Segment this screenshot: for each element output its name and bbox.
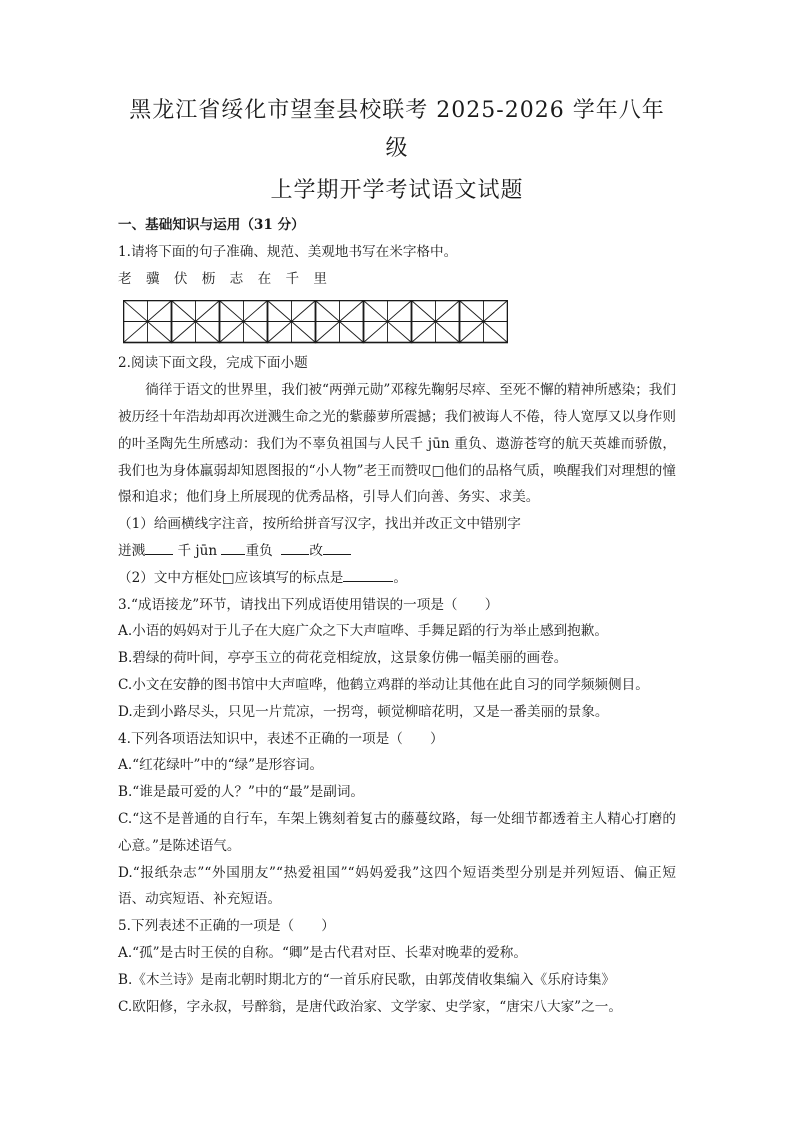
q1-prompt: 1.请将下面的句子准确、规范、美观地书写在米字格中。 (118, 243, 458, 260)
answer-blank-4[interactable] (323, 542, 351, 555)
mizi-cell[interactable] (124, 301, 172, 343)
q2-sub1: （1）给画横线字注音，按所给拼音写汉字，找出并改正文中错别字 (118, 516, 521, 533)
fill-word-1: 迸溅 (118, 542, 146, 559)
mizi-cell[interactable] (364, 301, 412, 343)
mizi-cell[interactable] (220, 301, 268, 343)
q4-prompt: 4.下列各项语法知识中，表述不正确的一项是（ ） (118, 730, 444, 747)
answer-blank-1[interactable] (145, 542, 173, 555)
q4-option-d[interactable]: D.“报纸杂志”“外国朋友”“热爱祖国”“妈妈爱我”这四个短语类型分别是并列短语、偏正短语、动宾短语、补充短语。 (118, 864, 676, 908)
q2-prompt: 2.阅读下面文段，完成下面小题 (118, 355, 308, 372)
fill-word-3: 重负 (245, 542, 273, 559)
q3-option-b[interactable]: B.碧绿的荷叶间，亭亭玉立的荷花竞相绽放，这景象仿佛一幅美丽的画卷。 (118, 650, 568, 667)
q3-option-c[interactable]: C.小文在安静的图书馆中大声喧哗，他鹤立鸡群的举动让其他在此自习的同学频频侧目。 (118, 676, 649, 693)
answer-blank-3[interactable] (281, 542, 309, 555)
q4-option-c[interactable]: C.“这不是普通的自行车，车架上镌刻着复古的藤蔓纹路，每一处细节都透着主人精心打磨的心意。”是陈述语气。 (118, 810, 676, 854)
answer-blank-5[interactable] (343, 569, 393, 582)
mizi-cell[interactable] (268, 301, 316, 343)
q5-option-c[interactable]: C.欧阳修，字永叔，号醉翁，是唐代政治家、文学家、史学家，“唐宋八大家”之一。 (118, 998, 622, 1015)
exam-title-line1: 黑龙江省绥化市望奎县校联考 2025-2026 学年八年级 (129, 98, 665, 161)
answer-blank-2[interactable] (221, 542, 245, 555)
q3-option-a[interactable]: A.小语的妈妈对于儿子在大庭广众之下大声喧哗、手舞足蹈的行为举止感到抱歉。 (118, 623, 608, 640)
q3-prompt: 3.“成语接龙”环节，请找出下列成语使用错误的一项是（ ） (118, 596, 499, 613)
exam-title-line2: 上学期开学考试语文试题 (270, 178, 524, 203)
mizi-cell[interactable] (316, 301, 364, 343)
q4-option-a[interactable]: A.“红花绿叶”中的“绿”是形容词。 (118, 757, 324, 774)
q2-sub2-end: 。 (393, 569, 407, 586)
q1-characters: 老 骥 伏 枥 志 在 千 里 (118, 270, 332, 287)
q5-option-b[interactable]: B.《木兰诗》是南北朝时期北方的“一首乐府民歌，由郭茂倩收集编入《乐府诗集》 (118, 971, 616, 988)
mizi-grid[interactable] (123, 300, 508, 342)
q2-passage: 徜徉于语文的世界里，我们被“两弹元勋”邓稼先鞠躬尽瘁、至死不懈的精神所感染；我们被历经十年浩劫却再次迸溅生命之光的紫藤萝所震撼；我们被诲人不倦，待人宽厚又以身作则的叶圣陶先生所感动：我们为不辜负祖国与人民千 jūn 重负、遨游苍穹的航天英雄而骄傲，我们也为身体羸弱却知恩图报的“小人物”老王而赞叹□他们的品格气质，唤醒我们对理想的憧憬和追求；他们身上所展现的优秀品格，引导人们向善、务实、求美。 (118, 382, 676, 506)
q5-prompt: 5.下列表述不正确的一项是（ ） (118, 918, 335, 935)
q2-fill-line (118, 538, 676, 565)
q2-sub2 (118, 565, 676, 592)
fill-word-2: 千 jūn (177, 542, 218, 559)
mizi-cell[interactable] (460, 301, 508, 343)
section-heading: 一、基础知识与运用（31 分） (118, 217, 305, 233)
q2-sub2-text: （2）文中方框处□应该填写的标点是 (118, 569, 344, 586)
q3-option-d[interactable]: D.走到小路尽头，只见一片荒凉，一拐弯，顿觉柳暗花明，又是一番美丽的景象。 (118, 703, 609, 720)
q4-option-b[interactable]: B.“谁是最可爱的人？”中的“最”是副词。 (118, 784, 365, 801)
mizi-cell[interactable] (172, 301, 220, 343)
mizi-cell[interactable] (412, 301, 460, 343)
fill-word-4: 改 (309, 542, 323, 559)
q5-option-a[interactable]: A.“孤”是古时王侯的自称。“卿”是古代君对臣、长辈对晚辈的爱称。 (118, 944, 527, 961)
